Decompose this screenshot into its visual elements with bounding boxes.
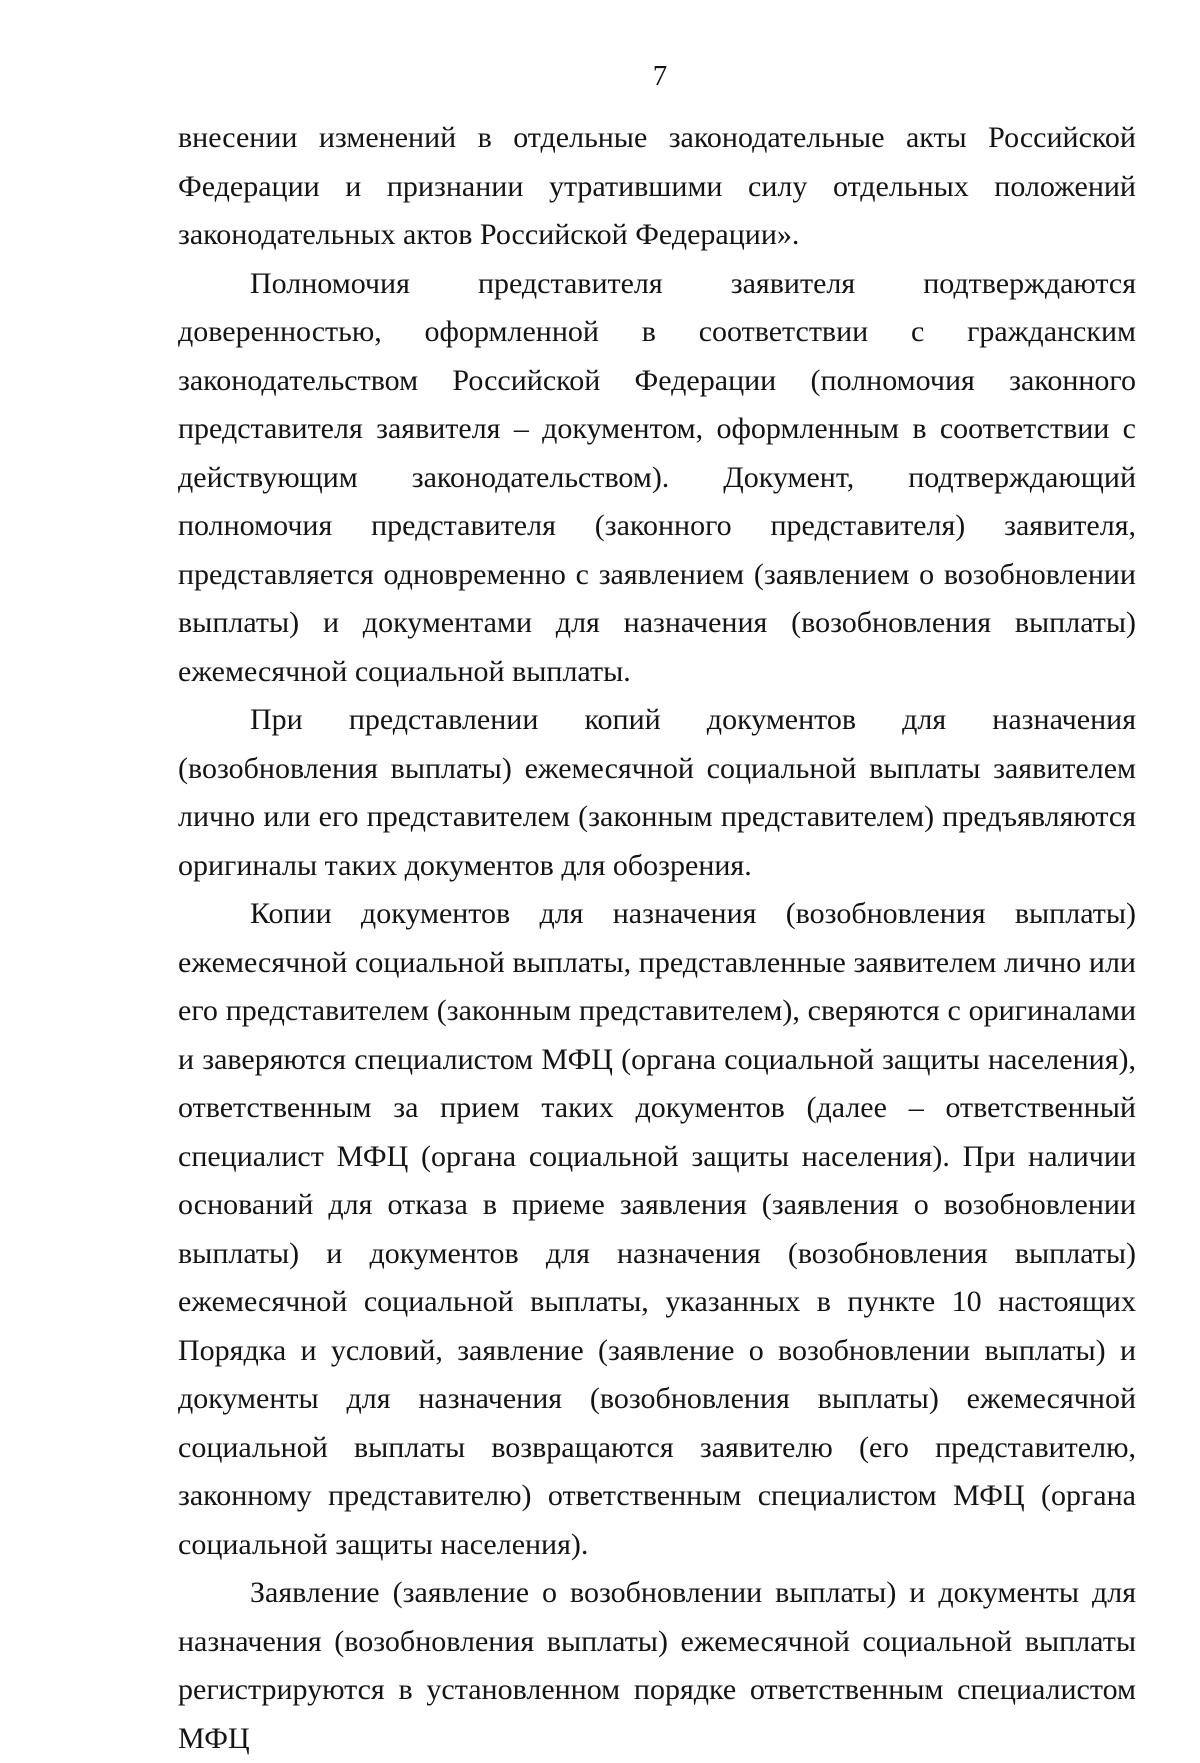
paragraph-copies-verification: Копии документов для назначения (возобновления выплаты) ежемесячной социальной выплаты, представленные заявителем лично или его представителем (законным представителем), сверяются с оригиналами и заверяются специалистом МФЦ (органа социальной защиты населения), ответственным за прием таких документов (далее – ответственный специалист МФЦ (органа социальной защиты населения). При наличии оснований для отказа в приеме заявления (заявления о возобновлении выплаты) и документов для назначения (возобновления выплаты) ежемесячной социальной выплаты, указанных в пункте 10 настоящих Порядка и условий, заявление (заявление о возобновлении выплаты) и документы для назначения (возобновления выплаты) ежемесячной социальной выплаты возвращаются заявителю (его представителю, законному представителю) ответственным специалистом МФЦ (органа социальной защиты населения). [178,897,1136,1561]
paragraph-representative-authority: Полномочия представителя заявителя подтверждаются доверенностью, оформленной в соответствии с гражданским законодательством Российской Федерации (полномочия законного представителя заявителя – документом, оформленным в соответствии с действующим законодательством). Документ, подтверждающий полномочия представителя (законного представителя) заявителя, представляется одновременно с заявлением (заявлением о возобновлении выплаты) и документами для назначения (возобновления выплаты) ежемесячной социальной выплаты. [178,266,1136,688]
paragraph-continuation: внесении изменений в отдельные законодательные акты Российской Федерации и признании утратившими силу отдельных положений законодательных актов Российской Федерации». [178,121,1136,251]
paragraph-document-copies-originals: При представлении копий документов для назначения (возобновления выплаты) ежемесячной социальной выплаты заявителем лично или его представителем (законным представителем) предъявляются оригиналы таких документов для обозрения. [178,703,1136,882]
document-body [178,114,1136,1763]
paragraph-registration: Заявление (заявление о возобновлении выплаты) и документы для назначения (возобновления выплаты) ежемесячной социальной выплаты регистрируются в установленном порядке ответственным специалистом МФЦ [178,1576,1136,1755]
page-number: 7 [652,60,668,92]
